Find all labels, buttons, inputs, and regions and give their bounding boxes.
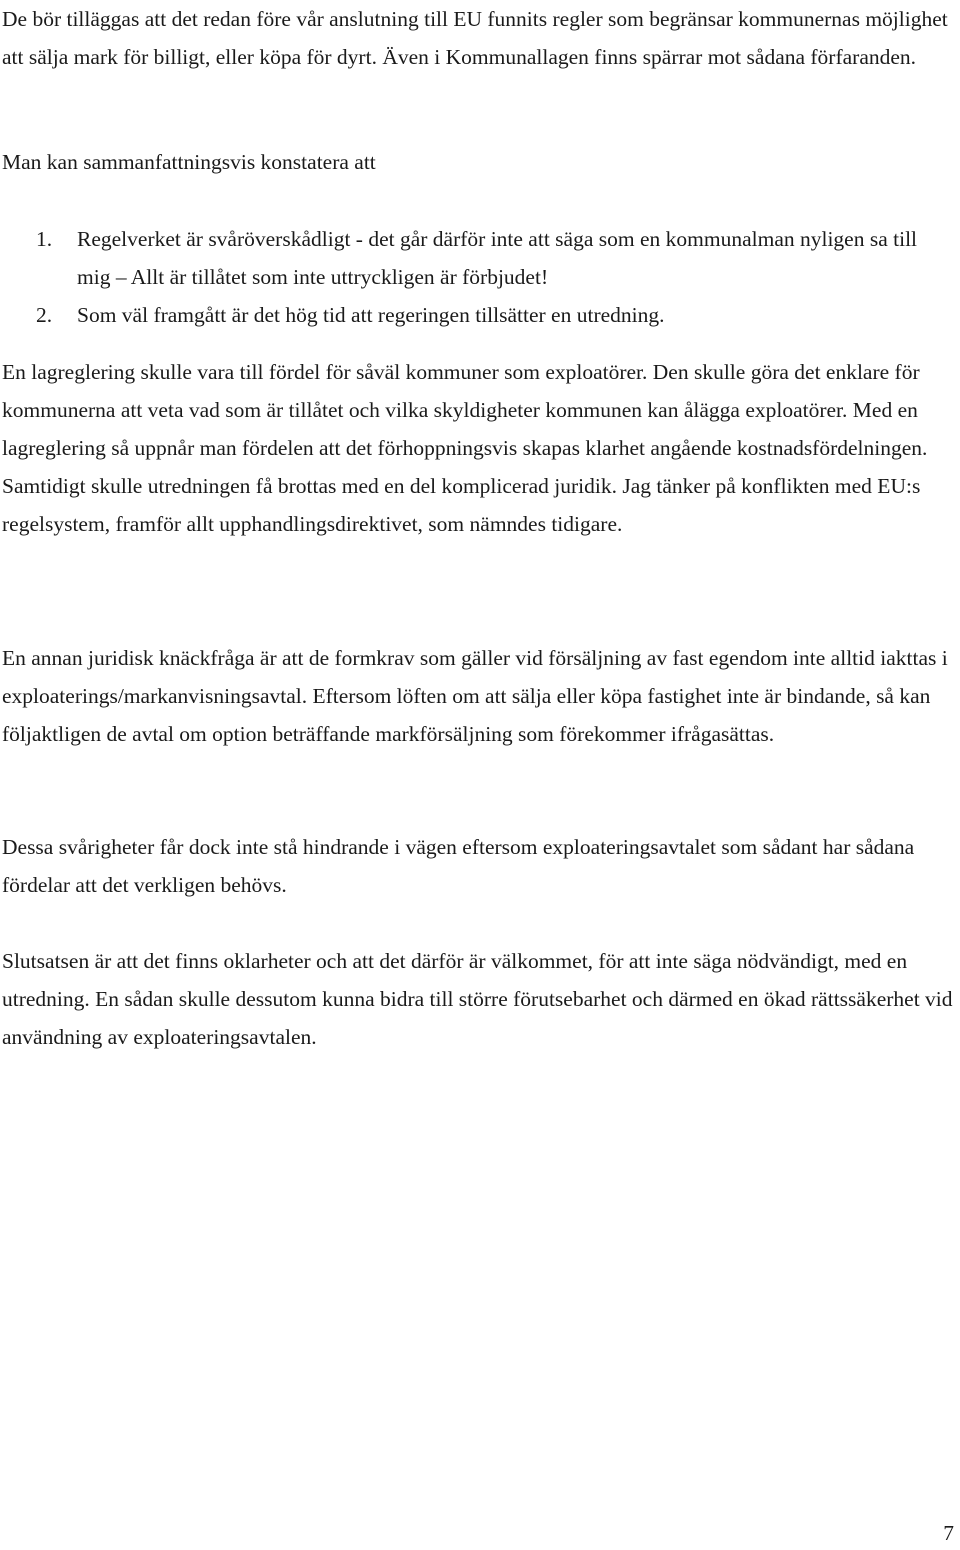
paragraph-slutsats: Slutsatsen är att det finns oklarheter och att det därför är välkommet, för att inte säga nödvändigt, med en utredning. En sådan skulle dessutom kunna bidra till större förutsebarhet och därmed en ökad rättssäkerhet vid användning av exploateringsavtalen. (2, 949, 953, 1049)
paragraph-svarigheter: Dessa svårigheter får dock inte stå hindrande i vägen eftersom exploateringsavtalet som sådant har sådana fördelar att det verkligen behövs. (2, 835, 915, 897)
list-number: 2. (36, 303, 53, 327)
paragraph-eu-rules: De bör tilläggas att det redan före vår anslutning till EU funnits regler som begränsar kommunernas möjlighet att sälja mark för billigt, eller köpa för dyrt. Även i Kommunallagen finns spärrar mot sådana förfaranden. (2, 7, 948, 69)
list-text: Som väl framgått är det hög tid att regeringen tillsätter en utredning. (77, 303, 665, 327)
paragraph-formkrav: En annan juridisk knäckfråga är att de formkrav som gäller vid försäljning av fast egendom inte alltid iakttas i exploaterings/markanvisningsavtal. Eftersom löften om att sälja eller köpa fastighet inte är bindande, så kan följaktligen de avtal om option beträffande markförsäljning som förekommer ifrågasättas. (2, 646, 948, 746)
paragraph-summary-intro: Man kan sammanfattningsvis konstatera att (2, 150, 376, 174)
page-number: 7 (943, 1521, 954, 1545)
list-text: Regelverket är svåröverskådligt - det går därför inte att säga som en kommunalman nyligen sa till mig – Allt är tillåtet som inte uttryckligen är förbjudet! (77, 227, 918, 289)
list-item-2 (36, 296, 936, 334)
list-number: 1. (36, 227, 53, 251)
paragraph-lagreglering: En lagreglering skulle vara till fördel för såväl kommuner som exploatörer. Den skulle göra det enklare för kommunerna att veta vad som är tillåtet och vilka skyldigheter kommunen kan ålägga exploatörer. Med en lagreglering så uppnår man fördelen att det förhoppningsvis skapas klarhet angående kostnadsfördelningen. Samtidigt skulle utredningen få brottas med en del komplicerad juridik. Jag tänker på konflikten med EU:s regelsystem, framför allt upphandlingsdirektivet, som nämndes tidigare. (2, 360, 928, 536)
list-item-1 (36, 220, 936, 296)
